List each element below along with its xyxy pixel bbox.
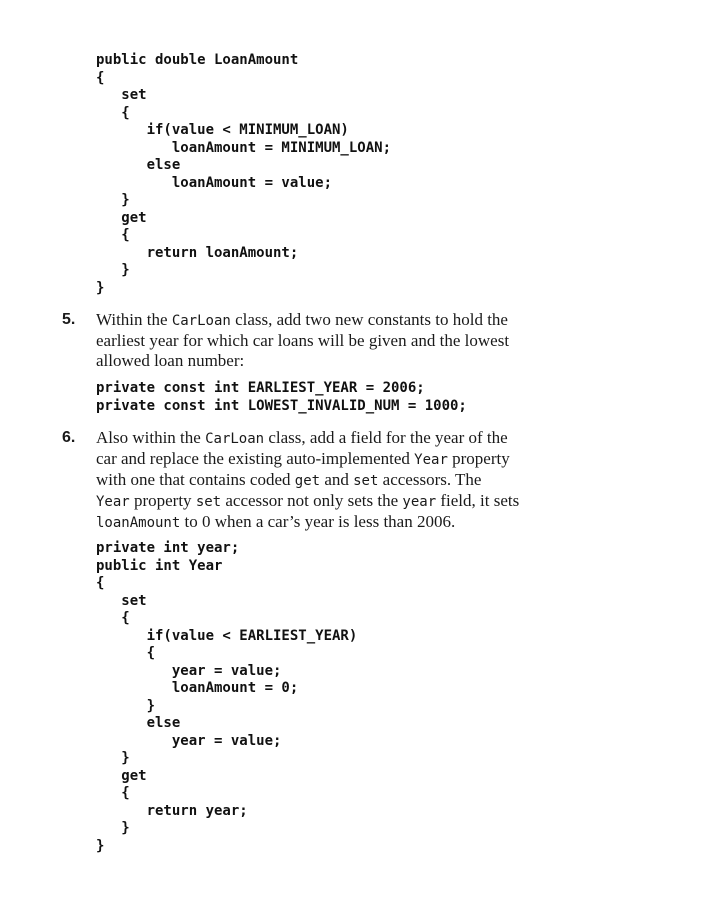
inline-code: set — [195, 494, 222, 510]
text-run: field, it sets — [436, 491, 520, 510]
code-line: } — [96, 697, 156, 714]
code-line: return loanAmount; — [96, 244, 299, 261]
code-line: { — [96, 69, 105, 86]
step-5-text — [96, 310, 556, 371]
text-run: car and replace the existing auto-implemented — [96, 449, 415, 468]
inline-code: set — [353, 473, 379, 489]
step-text-line — [96, 512, 556, 533]
code-line: { — [96, 645, 156, 661]
code-line: public int Year — [96, 557, 223, 574]
code-line: } — [96, 192, 130, 208]
code-line: { — [96, 575, 105, 591]
code-line: year = value; — [96, 662, 282, 679]
code-line: set — [96, 592, 147, 609]
inline-code: loanAmount — [96, 515, 181, 531]
text-run: Within the — [96, 310, 172, 329]
text-run: accessors. The — [378, 470, 482, 489]
code-line: get — [96, 767, 147, 784]
step-text-line — [96, 449, 556, 470]
code-block-year-property — [96, 540, 357, 855]
code-line: loanAmount = value; — [96, 174, 333, 191]
step-text-line — [96, 310, 556, 331]
text-run: accessor not only sets the — [221, 491, 403, 510]
step-text-line — [96, 470, 556, 491]
code-line: { — [96, 104, 130, 121]
text-run: earliest year for which car loans will be given and the lowest — [96, 331, 510, 350]
code-line: year = value; — [96, 732, 282, 749]
text-run: property — [447, 449, 510, 468]
code-line: { — [96, 227, 130, 243]
code-line: public double LoanAmount — [96, 52, 299, 68]
step-number: 6. — [62, 429, 76, 446]
code-line: } — [96, 262, 130, 278]
code-line: else — [96, 157, 181, 173]
inline-code: get — [294, 473, 321, 489]
step-text-line — [96, 331, 556, 351]
code-line: { — [96, 785, 130, 801]
step-text-line — [96, 351, 556, 371]
text-run: to 0 when a car’s year is less than 2006. — [180, 512, 456, 531]
code-line: } — [96, 750, 130, 766]
code-line: get — [96, 209, 147, 226]
step-text-line — [96, 428, 556, 449]
inline-code: CarLoan — [171, 313, 231, 329]
code-line: private const int LOWEST_INVALID_NUM = 1000; — [96, 397, 467, 414]
text-run: with one that contains coded — [96, 470, 295, 489]
code-line: private int year; — [96, 540, 240, 556]
text-run: Also within the — [96, 428, 206, 447]
code-block-constants — [96, 380, 467, 415]
code-line: return year; — [96, 802, 248, 819]
text-run: class, add a field for the year of the — [264, 428, 508, 447]
step-6-text — [96, 428, 556, 533]
code-line: } — [96, 837, 105, 854]
code-line: } — [96, 820, 130, 836]
code-block-loan-amount-property — [96, 52, 391, 297]
text-run: and — [320, 470, 354, 489]
code-line: loanAmount = MINIMUM_LOAN; — [96, 139, 392, 156]
inline-code: Year — [414, 452, 448, 468]
code-line: private const int EARLIEST_YEAR = 2006; — [96, 380, 425, 396]
text-run: property — [129, 491, 196, 510]
inline-code: Year — [96, 494, 130, 510]
code-line: else — [96, 715, 181, 731]
code-line: loanAmount = 0; — [96, 680, 299, 696]
text-run: allowed loan number: — [96, 351, 245, 370]
code-line: set — [96, 87, 147, 103]
inline-code: year — [402, 494, 437, 510]
step-text-line — [96, 491, 556, 512]
code-line: if(value < EARLIEST_YEAR) — [96, 627, 358, 644]
inline-code: CarLoan — [205, 431, 265, 447]
code-line: if(value < MINIMUM_LOAN) — [96, 122, 349, 138]
step-number: 5. — [62, 311, 76, 328]
code-line: } — [96, 279, 105, 296]
text-run: class, add two new constants to hold the — [230, 310, 508, 329]
code-line: { — [96, 610, 130, 626]
